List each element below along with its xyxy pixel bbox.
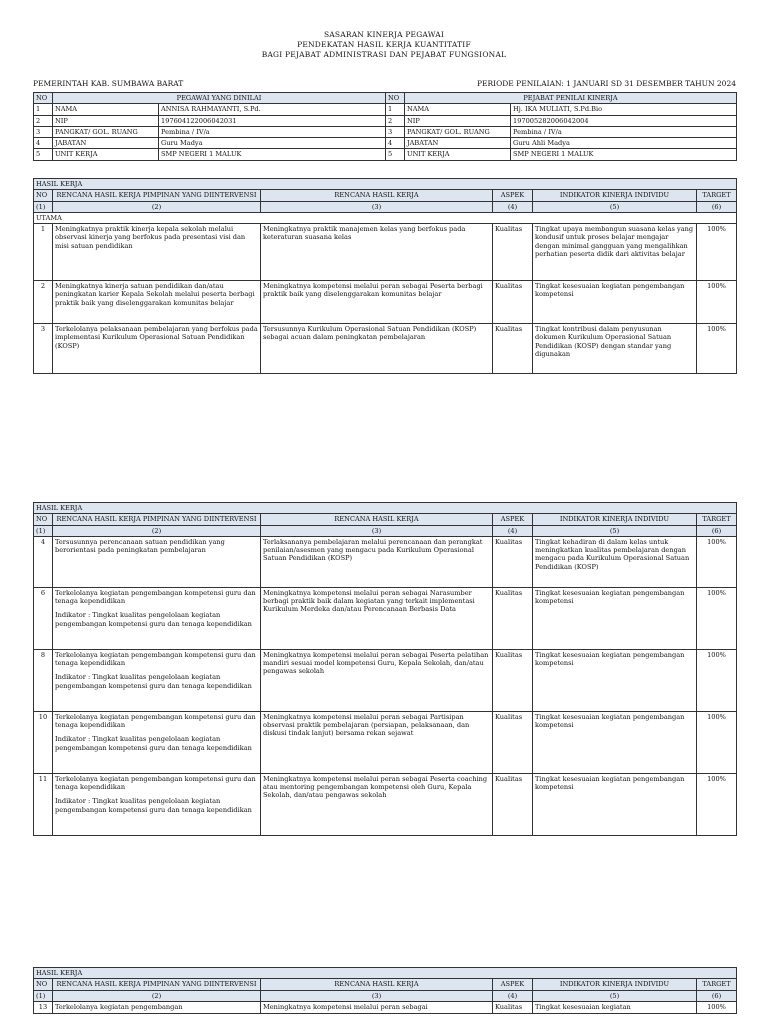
- indicator: Tingkat kesesuaian kegiatan pengembangan kompetensi: [533, 587, 697, 649]
- aspect: Kualitas: [493, 1001, 533, 1013]
- col-no: NO: [34, 514, 53, 525]
- assessor-value: Hj. IKA MULIATI, S.Pd.Bio: [511, 104, 737, 115]
- leader-plan-cell: [53, 773, 261, 835]
- identity-row: [34, 138, 737, 149]
- field-label: UNIT KERJA: [53, 149, 159, 160]
- identity-row: [34, 149, 737, 160]
- row-no: 10: [34, 711, 53, 773]
- col-index: (1): [34, 990, 53, 1001]
- row-no: 2: [386, 115, 405, 126]
- aspect: Kualitas: [493, 536, 533, 587]
- identity-row: [34, 104, 737, 115]
- col-no: NO: [34, 190, 53, 201]
- work-plan: Meningkatnya kompetensi melalui peran sebagai: [261, 1001, 493, 1013]
- identity-row: [34, 115, 737, 126]
- leader-plan-text: Tersusunnya perencanaan satuan pendidikan yang berorientasi pada peningkatan pembelajaran: [55, 537, 225, 555]
- leader-plan-text: Terkelolanya pelaksanaan pembelajaran yang berfokus pada implementasi Kurikulum Operasional Satuan Pendidikan (KOSP): [55, 325, 258, 350]
- col-index: (6): [697, 201, 737, 212]
- target: 100%: [697, 224, 737, 281]
- title-line-2: PENDEKATAN HASIL KERJA KUANTITATIF: [297, 40, 471, 49]
- identity-table: [33, 92, 737, 161]
- col-rencana: RENCANA HASIL KERJA: [261, 979, 493, 990]
- aspect: Kualitas: [493, 587, 533, 649]
- document-meta: [33, 79, 736, 88]
- leader-plan-cell: [53, 324, 261, 374]
- utama-label: UTAMA: [34, 212, 737, 223]
- col-indikator: INDIKATOR KINERJA INDIVIDU: [533, 514, 697, 525]
- row-no: 4: [386, 138, 405, 149]
- leader-plan-cell: [53, 649, 261, 711]
- leader-indicator-text: Indikator : Tingkat kualitas pengelolaan kegiatan pengembangan kompetensi guru dan tenaga kependidikan: [55, 673, 252, 690]
- col-target: TARGET: [697, 190, 737, 201]
- leader-plan-cell: [53, 587, 261, 649]
- col-pimpinan: RENCANA HASIL KERJA PIMPINAN YANG DIINTERVENSI: [53, 514, 261, 525]
- indicator: Tingkat kesesuaian kegiatan pengembangan kompetensi: [533, 711, 697, 773]
- row-no: 4: [34, 536, 53, 587]
- row-no: 5: [386, 149, 405, 160]
- leader-plan-text: Terkelolanya kegiatan pengembangan kompetensi guru dan tenaga kependidikan: [55, 650, 256, 668]
- leader-plan-text: Terkelolanya kegiatan pengembangan: [55, 1002, 183, 1011]
- field-label: PANGKAT/ GOL. RUANG: [405, 126, 511, 137]
- section-label: HASIL KERJA: [34, 503, 737, 514]
- col-index: (4): [493, 201, 533, 212]
- col-index: (2): [53, 201, 261, 212]
- field-label: NAMA: [405, 104, 511, 115]
- field-label: UNIT KERJA: [405, 149, 511, 160]
- leader-indicator-text: Indikator : Tingkat kualitas pengelolaan kegiatan pengembangan kompetensi guru dan tenaga kependidikan: [55, 611, 252, 628]
- assessed-value: SMP NEGERI 1 MALUK: [159, 149, 386, 160]
- aspect: Kualitas: [493, 773, 533, 835]
- col-index: (5): [533, 990, 697, 1001]
- work-row: [34, 224, 737, 281]
- leader-indicator-text: Indikator : Tingkat kualitas pengelolaan kegiatan pengembangan kompetensi guru dan tenaga kependidikan: [55, 797, 252, 814]
- work-row: [34, 1001, 737, 1013]
- identity-row: [34, 126, 737, 137]
- row-no: 1: [386, 104, 405, 115]
- agency-name: PEMERINTAH KAB. SUMBAWA BARAT: [33, 79, 184, 88]
- aspect: Kualitas: [493, 711, 533, 773]
- col-index: (2): [53, 990, 261, 1001]
- aspect: Kualitas: [493, 281, 533, 324]
- section-label: HASIL KERJA: [34, 968, 737, 979]
- aspect: Kualitas: [493, 649, 533, 711]
- col-indikator: INDIKATOR KINERJA INDIVIDU: [533, 979, 697, 990]
- leader-plan-text: Terkelolanya kegiatan pengembangan kompetensi guru dan tenaga kependidikan: [55, 588, 256, 606]
- col-aspek: ASPEK: [493, 190, 533, 201]
- target: 100%: [697, 587, 737, 649]
- no-header: NO: [386, 93, 405, 104]
- leader-plan-text: Meningkatnya kinerja satuan pendidikan dan/atau peningkatan karier Kepala Sekolah melalui peserta berbagi praktik baik yang diselenggarakan komunitas belajar: [55, 282, 255, 307]
- indicator: Tingkat upaya membangun suasana kelas yang kondusif untuk proses belajar mengajar dengan minimal gangguan yang mengalihkan perhatian peserta didik dari aktivitas belajar: [533, 224, 697, 281]
- work-plan: Meningkatnya praktik manajemen kelas yang berfokus pada keteraturan suasana kelas: [261, 224, 493, 281]
- indicator: Tingkat kehadiran di dalam kelas untuk meningkatkan kualitas pembelajaran dengan mengacu pada Kurikulum Operasional Satuan Pendidikan (KOSP): [533, 536, 697, 587]
- col-no: NO: [34, 979, 53, 990]
- work-plan: Meningkatnya kompetensi melalui peran sebagai Peserta coaching atau mentoring pengembangan kompetensi oleh Guru, Kepala Sekolah, dan/atau pengawas sekolah: [261, 773, 493, 835]
- work-results-table-3: [33, 967, 737, 1014]
- field-label: PANGKAT/ GOL. RUANG: [53, 126, 159, 137]
- assessed-value: 197604122006042031: [159, 115, 386, 126]
- leader-plan-cell: [53, 711, 261, 773]
- leader-plan-text: Terkelolanya kegiatan pengembangan kompetensi guru dan tenaga kependidikan: [55, 712, 256, 730]
- work-plan: Meningkatnya kompetensi melalui peran sebagai Peserta berbagi praktik baik yang diselenggarakan komunitas belajar: [261, 281, 493, 324]
- col-rencana: RENCANA HASIL KERJA: [261, 514, 493, 525]
- work-plan: Tersusunnya Kurikulum Operasional Satuan Pendidikan (KOSP) sebagai acuan dalam peningkatan pembelajaran: [261, 324, 493, 374]
- work-results-table-1: [33, 178, 737, 374]
- indicator: Tingkat kontribusi dalam penyusunan dokumen Kurikulum Operasional Satuan Pendidikan (KOSP) dengan standar yang digunakan: [533, 324, 697, 374]
- row-no: 2: [34, 281, 53, 324]
- assessed-value: Pembina / IV/a: [159, 126, 386, 137]
- assessed-value: ANNISA RAHMAYANTI, S.Pd.: [159, 104, 386, 115]
- col-target: TARGET: [697, 979, 737, 990]
- col-index: (4): [493, 990, 533, 1001]
- row-no: 13: [34, 1001, 53, 1013]
- work-plan: Meningkatnya kompetensi melalui peran sebagai Peserta pelatihan mandiri sesuai model kompetensi Guru, Kepala Sekolah, dan/atau pengawas sekolah: [261, 649, 493, 711]
- col-pimpinan: RENCANA HASIL KERJA PIMPINAN YANG DIINTERVENSI: [53, 979, 261, 990]
- indicator: Tingkat kesesuaian kegiatan pengembangan kompetensi: [533, 773, 697, 835]
- col-index: (3): [261, 525, 493, 536]
- leader-plan-cell: [53, 1001, 261, 1013]
- no-header: NO: [34, 93, 53, 104]
- leader-indicator-text: Indikator : Tingkat kualitas pengelolaan kegiatan pengembangan kompetensi guru dan tenaga kependidikan: [55, 735, 252, 752]
- col-index: (6): [697, 990, 737, 1001]
- row-no: 8: [34, 649, 53, 711]
- work-plan: Meningkatnya kompetensi melalui peran sebagai Narasumber berbagi praktik baik dalam kegiatan yang terkait implementasi Kurikulum Merdeka dan/atau Perencanaan Berbasis Data: [261, 587, 493, 649]
- row-no: 4: [34, 138, 53, 149]
- work-row: [34, 773, 737, 835]
- assessor-header: PEJABAT PENILAI KINERJA: [405, 93, 737, 104]
- col-index: (3): [261, 201, 493, 212]
- row-no: 11: [34, 773, 53, 835]
- assessment-period: PERIODE PENILAIAN: 1 JANUARI SD 31 DESEMBER TAHUN 2024: [477, 79, 736, 88]
- work-row: [34, 711, 737, 773]
- target: 100%: [697, 1001, 737, 1013]
- indicator: Tingkat kesesuaian kegiatan pengembangan kompetensi: [533, 281, 697, 324]
- col-aspek: ASPEK: [493, 514, 533, 525]
- leader-plan-cell: [53, 224, 261, 281]
- aspect: Kualitas: [493, 224, 533, 281]
- col-indikator: INDIKATOR KINERJA INDIVIDU: [533, 190, 697, 201]
- leader-plan-cell: [53, 281, 261, 324]
- row-no: 1: [34, 224, 53, 281]
- field-label: NAMA: [53, 104, 159, 115]
- field-label: NIP: [53, 115, 159, 126]
- col-target: TARGET: [697, 514, 737, 525]
- col-index: (3): [261, 990, 493, 1001]
- col-aspek: ASPEK: [493, 979, 533, 990]
- title-line-3: BAGI PEJABAT ADMINISTRASI DAN PEJABAT FUNGSIONAL: [261, 50, 507, 59]
- target: 100%: [697, 711, 737, 773]
- row-no: 3: [34, 126, 53, 137]
- row-no: 6: [34, 587, 53, 649]
- aspect: Kualitas: [493, 324, 533, 374]
- row-no: 3: [386, 126, 405, 137]
- title-line-1: SASARAN KINERJA PEGAWAI: [323, 30, 445, 39]
- row-no: 5: [34, 149, 53, 160]
- work-results-table-2: [33, 502, 737, 836]
- document-title: [0, 30, 768, 60]
- row-no: 3: [34, 324, 53, 374]
- assessor-value: 197005282006042004: [511, 115, 737, 126]
- assessor-value: Guru Ahli Madya: [511, 138, 737, 149]
- leader-plan-text: Meningkatnya praktik kinerja kepala sekolah melalui observasi kinerja yang berfokus pada presentasi visi dan misi satuan pendidikan: [55, 225, 246, 250]
- section-label: HASIL KERJA: [34, 179, 737, 190]
- row-no: 2: [34, 115, 53, 126]
- leader-plan-cell: [53, 536, 261, 587]
- assessed-value: Guru Madya: [159, 138, 386, 149]
- col-index: (5): [533, 525, 697, 536]
- work-row: [34, 587, 737, 649]
- col-index: (4): [493, 525, 533, 536]
- indicator: Tingkat kesesuaian kegiatan: [533, 1001, 697, 1013]
- leader-plan-text: Terkelolanya kegiatan pengembangan kompetensi guru dan tenaga kependidikan: [55, 774, 256, 792]
- col-rencana: RENCANA HASIL KERJA: [261, 190, 493, 201]
- col-index: (5): [533, 201, 697, 212]
- work-row: [34, 536, 737, 587]
- target: 100%: [697, 324, 737, 374]
- field-label: JABATAN: [405, 138, 511, 149]
- work-plan: Meningkatnya kompetensi melalui peran sebagai Partisipan observasi praktik pembelajaran (persiapan, pelaksanaan, dan diskusi tindak lanjut) bersama rekan sejawat: [261, 711, 493, 773]
- target: 100%: [697, 281, 737, 324]
- work-plan: Terlaksananya pembelajaran melalui perencanaan dan perangkat penilaian/asesmen yang mengacu pada Kurikulum Operasional Satuan Pendidikan (KOSP): [261, 536, 493, 587]
- col-index: (2): [53, 525, 261, 536]
- work-row: [34, 649, 737, 711]
- col-index: (1): [34, 201, 53, 212]
- target: 100%: [697, 649, 737, 711]
- assessed-header: PEGAWAI YANG DINILAI: [53, 93, 386, 104]
- assessor-value: SMP NEGERI 1 MALUK: [511, 149, 737, 160]
- col-pimpinan: RENCANA HASIL KERJA PIMPINAN YANG DIINTERVENSI: [53, 190, 261, 201]
- field-label: JABATAN: [53, 138, 159, 149]
- indicator: Tingkat kesesuaian kegiatan pengembangan kompetensi: [533, 649, 697, 711]
- col-index: (6): [697, 525, 737, 536]
- row-no: 1: [34, 104, 53, 115]
- work-row: [34, 281, 737, 324]
- target: 100%: [697, 773, 737, 835]
- assessor-value: Pembina / IV/a: [511, 126, 737, 137]
- work-row: [34, 324, 737, 374]
- target: 100%: [697, 536, 737, 587]
- field-label: NIP: [405, 115, 511, 126]
- col-index: (1): [34, 525, 53, 536]
